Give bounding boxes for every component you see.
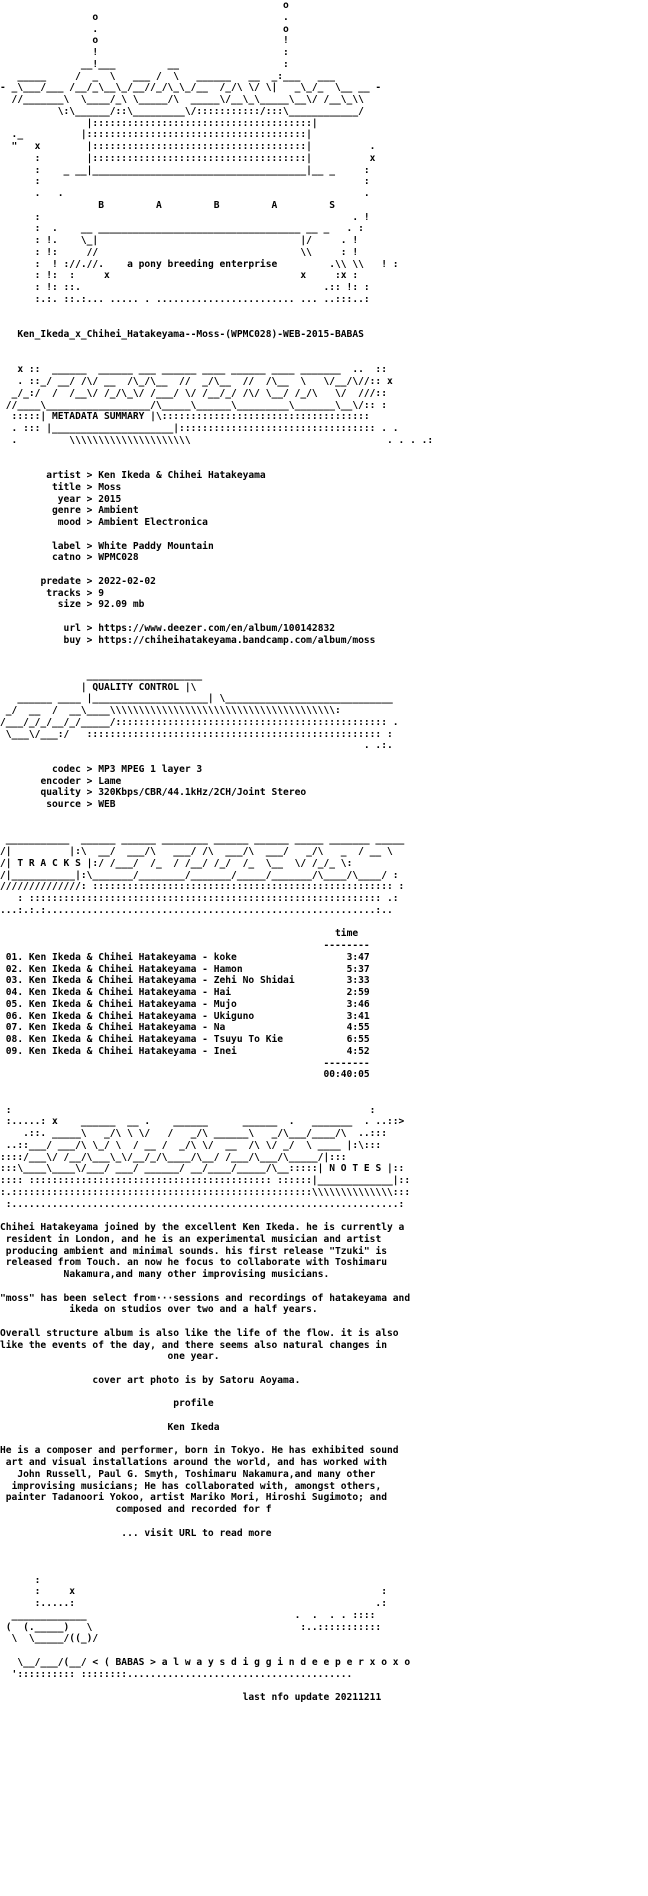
header-art-line: __!___ __ : bbox=[0, 58, 289, 70]
track-time: 3:41 bbox=[346, 1010, 370, 1022]
last-update bbox=[0, 1692, 648, 1704]
notes-line bbox=[0, 1469, 648, 1481]
tracks-banner-line: ___________ ______ ______ ________ ______ ______ _____ _______ _____ bbox=[0, 834, 405, 846]
notes-banner-line: :::: :::::::::::::::::::::::::::::::::::::::::: ::::::|_____________|:: bbox=[0, 1175, 411, 1186]
header-art-line: : !: ::. .:: !: : bbox=[0, 282, 370, 293]
metadata-key: artist bbox=[46, 470, 81, 481]
footer-tagline: \__/___/(__/ < ( BABAS > a l w a y s d i g g i n d e e p e r x o x o bbox=[0, 1656, 411, 1668]
track-time: 6:55 bbox=[346, 1034, 370, 1045]
notes-line bbox=[0, 1457, 648, 1469]
spacer bbox=[0, 1081, 648, 1093]
footer-art-line: \ \_____/((_)/ bbox=[0, 1633, 99, 1645]
notes-line bbox=[0, 1398, 648, 1410]
spacer bbox=[0, 564, 648, 576]
track-title: Mujo bbox=[213, 998, 237, 1010]
notes-text: composed and recorded for f bbox=[115, 1504, 272, 1515]
metadata-row: predate > 2022-02-02 bbox=[40, 575, 156, 587]
quality-key: codec bbox=[51, 763, 81, 775]
notes-line bbox=[0, 1434, 648, 1446]
track-number: 05. bbox=[5, 998, 24, 1010]
metadata-value: White Paddy Mountain bbox=[98, 540, 214, 552]
quality-row: quality > 320Kbps/CBR/44.1kHz/2CH/Joint Stereo bbox=[40, 787, 307, 799]
metadata-key: url bbox=[63, 622, 81, 634]
metadata-key: catno bbox=[51, 552, 81, 564]
notes-text: Overall structure album is also like the life of the flow. it is also bbox=[0, 1327, 399, 1339]
group-letters bbox=[0, 200, 648, 212]
track-artist: Ken Ikeda & Chihei Hatakeyama bbox=[28, 963, 197, 975]
quality-row: codec > MP3 MPEG 1 layer 3 bbox=[51, 763, 203, 775]
metadata-row: artist > Ken Ikeda & Chihei Hatakeyama bbox=[46, 470, 266, 481]
notes-banner-line: ::::/___\/ /__/\___\_\/__/_/\____/\__/ /___/\___/\_____/|::: bbox=[0, 1151, 347, 1163]
notes-line bbox=[0, 1504, 648, 1516]
notes-line bbox=[0, 1363, 648, 1375]
spacer bbox=[0, 353, 648, 365]
track-artist: Ken Ikeda & Chihei Hatakeyama bbox=[28, 951, 197, 963]
track-artist: Ken Ikeda & Chihei Hatakeyama bbox=[28, 1034, 197, 1045]
spacer bbox=[0, 1551, 648, 1563]
notes-text: profile bbox=[173, 1398, 214, 1410]
spacer bbox=[0, 458, 648, 470]
track-row: 09. Ken Ikeda & Chihei Hatakeyama - Inei 4:52 bbox=[5, 1045, 370, 1057]
tracks-total-text: 00:40:05 bbox=[323, 1069, 370, 1081]
metadata-key: mood bbox=[57, 517, 81, 528]
notes-text: improvising musicians; He has collaborated with, amongst others, bbox=[11, 1480, 382, 1492]
tracks-time-header-text: time bbox=[335, 928, 359, 940]
spacer bbox=[0, 1210, 648, 1222]
header-art-line: : !: : x x :x : bbox=[0, 270, 359, 282]
track-number: 06. bbox=[5, 1010, 24, 1022]
notes-text: producing ambient and minimal sounds. his first release "Tzuki" is bbox=[5, 1245, 387, 1257]
track-number: 01. bbox=[5, 951, 24, 963]
header-art-line: ! : bbox=[0, 47, 289, 58]
notes-line bbox=[0, 1481, 648, 1493]
spacer bbox=[0, 1680, 648, 1692]
metadata-banner-line: _/_:/ / /__\/ /_/\_\/ /___/ \/ /__/_/ /\/ \__/ /_/\ \/ ///:: bbox=[0, 387, 387, 399]
spacer bbox=[0, 1093, 648, 1105]
spacer bbox=[0, 917, 648, 929]
header-art-line: : . ! bbox=[0, 211, 370, 223]
track-number: 03. bbox=[5, 975, 24, 987]
track-row: 02. Ken Ikeda & Chihei Hatakeyama - Hamon 5:37 bbox=[5, 963, 370, 975]
spacer bbox=[0, 1539, 648, 1551]
notes-text: released from Touch. an now he focus to collaborate with Toshimaru bbox=[5, 1257, 387, 1269]
track-time: 4:52 bbox=[346, 1045, 370, 1057]
group-letters-text: B A B A S bbox=[98, 199, 336, 211]
track-time: 3:46 bbox=[346, 998, 370, 1010]
header-art-line: \:\______/::\_________\/:::::::::::/:::\____________/ bbox=[0, 105, 364, 117]
footer-art-line: : x : bbox=[0, 1586, 387, 1598]
track-row: 07. Ken Ikeda & Chihei Hatakeyama - Na 4:55 bbox=[5, 1022, 370, 1034]
spacer bbox=[0, 1645, 648, 1657]
metadata-key: label bbox=[51, 540, 81, 552]
metadata-value: Ambient Electronica bbox=[98, 517, 208, 528]
quality-banner-line: _/ __ / __\____\\\\\\\\\\\\\\\\\\\\\\\\\\\\\\\\\\\\\\\: bbox=[0, 705, 341, 716]
section-title-quality-text: QUALITY CONTROL bbox=[92, 681, 180, 693]
track-number: 07. bbox=[5, 1022, 24, 1034]
notes-text: Chihei Hatakeyama joined by the excellent Ken Ikeda. he is currently a bbox=[0, 1222, 405, 1233]
metadata-banner-line: . ::: |_____________________|:::::::::::::::::::::::::::::::::: . . bbox=[0, 423, 399, 434]
footer-art-line: :.....: .: bbox=[0, 1598, 387, 1609]
notes-line bbox=[0, 1528, 648, 1540]
header-art-line: o . bbox=[0, 11, 289, 23]
notes-text: ... visit URL to read more bbox=[121, 1527, 272, 1539]
tracks-rule: -------- bbox=[0, 1057, 370, 1069]
notes-line bbox=[0, 1316, 648, 1328]
metadata-row: label > White Paddy Mountain bbox=[51, 540, 214, 552]
header-art-line: : |:::::::::::::::::::::::::::::::::::::| x bbox=[0, 152, 376, 164]
tracks-banner-line: : ::::::::::::::::::::::::::::::::::::::::::::::::::::::::::::: .: bbox=[0, 893, 399, 904]
metadata-row: mood > Ambient Electronica bbox=[57, 517, 208, 528]
spacer bbox=[0, 823, 648, 835]
notes-banner-line: :.....: x ______ __ . ______ ______ . _______ . ..::> bbox=[0, 1116, 405, 1128]
track-artist: Ken Ikeda & Chihei Hatakeyama bbox=[28, 975, 197, 987]
metadata-row: title > Moss bbox=[51, 481, 122, 493]
notes-line bbox=[0, 1410, 648, 1422]
header-art-line: o ! bbox=[0, 35, 289, 47]
quality-banner-line: ____________________ bbox=[0, 669, 203, 681]
track-row: 03. Ken Ikeda & Chihei Hatakeyama - Zehi No Shidai 3:33 bbox=[5, 975, 370, 987]
notes-line bbox=[0, 1422, 648, 1434]
quality-value: MP3 MPEG 1 layer 3 bbox=[98, 763, 203, 775]
metadata-key: buy bbox=[63, 634, 81, 646]
track-title: koke bbox=[213, 951, 237, 963]
spacer bbox=[0, 752, 648, 764]
header-art-line: //_______\ \____/_\ \_____/\ _____\/__\_\_____\__\/ /__\_\\ bbox=[0, 94, 364, 105]
notes-text: art and visual installations around the world, and has worked with bbox=[5, 1457, 387, 1468]
notes-line bbox=[0, 1304, 648, 1316]
tracks-banner-line: ...:.:.:.........................................................:.. bbox=[0, 904, 393, 916]
track-row: 01. Ken Ikeda & Chihei Hatakeyama - koke 3:47 bbox=[5, 951, 370, 963]
section-title-metadata: :::::| METADATA SUMMARY |\:::::::::::::::::::::::::::::::::::: bbox=[0, 411, 370, 423]
tagline: : ! ://.//. a pony breeding enterprise .\\ \\ ! : bbox=[0, 258, 399, 270]
notes-text: one year. bbox=[167, 1351, 220, 1363]
release-name: Ken_Ikeda_x_Chihei_Hatakeyama--Moss-(WPMC028)-WEB-2015-BABAS bbox=[0, 329, 364, 340]
metadata-row: catno > WPMC028 bbox=[51, 552, 139, 564]
metadata-row: url > https://www.deezer.com/en/album/100142832 bbox=[63, 622, 336, 634]
track-title: Tsuyu To Kie bbox=[213, 1034, 284, 1045]
spacer bbox=[0, 447, 648, 459]
notes-line bbox=[0, 1387, 648, 1399]
track-artist: Ken Ikeda & Chihei Hatakeyama bbox=[28, 998, 197, 1010]
track-number: 09. bbox=[5, 1045, 24, 1057]
notes-text: ikeda on studios over two and a half years. bbox=[69, 1304, 318, 1316]
footer-art-line: : bbox=[0, 1574, 41, 1586]
quality-banner-line: ______ ____ |____________________| \_____________________________ bbox=[0, 693, 393, 705]
header-art-line: : _ __|_____________________________________|__ _ : bbox=[0, 164, 370, 176]
footer-art-line: ':::::::::: ::::::::....................................... bbox=[0, 1668, 353, 1680]
notes-text: He is a composer and performer, born in Tokyo. He has exhibited sound bbox=[0, 1445, 399, 1457]
spacer bbox=[0, 529, 648, 541]
notes-line bbox=[0, 1351, 648, 1363]
track-artist: Ken Ikeda & Chihei Hatakeyama bbox=[28, 1045, 197, 1057]
header-art-line: : : bbox=[0, 176, 370, 188]
header-art-line: - _\___/___ /__/_\__\_/__//_/\_\_/__ /_/\ \/ \| _\_/_ \__ __ - bbox=[0, 82, 382, 94]
track-number: 08. bbox=[5, 1034, 24, 1045]
header-art-line: " x |:::::::::::::::::::::::::::::::::::::| . bbox=[0, 141, 376, 152]
metadata-banner-line: //____\__________________/\_____\______\_________\_______\__\/:: : bbox=[0, 399, 387, 411]
notes-line bbox=[0, 1257, 648, 1269]
notes-text: cover art photo is by Satoru Aoyama. bbox=[92, 1374, 301, 1386]
track-title: Inei bbox=[213, 1045, 237, 1057]
header-art-line: _____ / _ \ ___ / \ ______ __ _:___ ___ bbox=[0, 70, 336, 82]
track-time: 3:33 bbox=[346, 975, 370, 987]
tracks-banner-line: //////////////: :::::::::::::::::::::::::::::::::::::::::::::::::::: : bbox=[0, 881, 405, 893]
metadata-row: buy > https://chiheihatakeyama.bandcamp.com/album/moss bbox=[63, 634, 376, 646]
footer-tagline-text: < ( BABAS > a l w a y s d i g g i n d e e p e r x o x o bbox=[92, 1656, 411, 1668]
notes-text: Ken Ikeda bbox=[167, 1421, 220, 1433]
notes-text: like the events of the day, and there seems also natural changes in bbox=[0, 1339, 387, 1351]
spacer bbox=[0, 811, 648, 823]
metadata-value[interactable]: https://chiheihatakeyama.bandcamp.com/album/moss bbox=[98, 634, 376, 646]
spacer bbox=[0, 341, 648, 353]
metadata-value: WPMC028 bbox=[98, 552, 139, 564]
notes-line bbox=[0, 1445, 648, 1457]
metadata-key: tracks bbox=[46, 587, 81, 599]
section-title-metadata-text: METADATA SUMMARY bbox=[51, 411, 145, 423]
header-art-line: :.:. ::.:... ..... . ........................ ... ..:::..: bbox=[0, 293, 370, 305]
section-title-notes-text: N O T E S bbox=[329, 1163, 382, 1175]
tracks-total bbox=[0, 1069, 648, 1081]
spacer bbox=[0, 611, 648, 623]
track-title: Na bbox=[213, 1022, 226, 1034]
track-row: 05. Ken Ikeda & Chihei Hatakeyama - Mujo 3:46 bbox=[5, 998, 370, 1010]
track-row: 06. Ken Ikeda & Chihei Hatakeyama - Ukiguno 3:41 bbox=[5, 1010, 370, 1022]
tracks-banner-line: /|___________|:\_______/________/_______/_____/_______/\____/\____/ : bbox=[0, 869, 399, 881]
notes-text: John Russell, Paul G. Smyth, Toshimaru Nakamura,and many other bbox=[17, 1468, 376, 1480]
header-art-line: . . . bbox=[0, 188, 370, 199]
notes-banner-line: :.::::::::::::::::::::::::::::::::::::::::::::::::::::\\\\\\\\\\\\\\::: bbox=[0, 1186, 411, 1198]
quality-value: WEB bbox=[98, 799, 116, 810]
notes-line bbox=[0, 1222, 648, 1234]
notes-line bbox=[0, 1516, 648, 1528]
track-title: Hai bbox=[213, 987, 232, 998]
track-title: Hamon bbox=[213, 963, 243, 975]
last-update-text: last nfo update 20211211 bbox=[242, 1692, 382, 1703]
quality-row: source > WEB bbox=[46, 799, 116, 810]
track-artist: Ken Ikeda & Chihei Hatakeyama bbox=[28, 987, 197, 998]
track-time: 4:55 bbox=[346, 1022, 370, 1034]
track-artist: Ken Ikeda & Chihei Hatakeyama bbox=[28, 1022, 197, 1034]
tagline-text: a pony breeding enterprise bbox=[127, 258, 278, 270]
quality-value: Lame bbox=[98, 775, 122, 787]
track-time: 5:37 bbox=[346, 963, 370, 975]
notes-line bbox=[0, 1269, 648, 1281]
notes-banner-line: :...................................................................: bbox=[0, 1198, 405, 1210]
notes-banner-line: ..::___/ ___/\ \_/ \ / __ / _/\ \/ __ /\ \/ _/ \ ____ |:\::: bbox=[0, 1139, 382, 1151]
spacer bbox=[0, 658, 648, 670]
header-art-line: . o bbox=[0, 23, 289, 35]
metadata-value: 9 bbox=[98, 587, 104, 599]
track-row: 04. Ken Ikeda & Chihei Hatakeyama - Hai 2:59 bbox=[5, 987, 370, 998]
spacer bbox=[0, 306, 648, 318]
header-art-line: ._ |::::::::::::::::::::::::::::::::::::::| bbox=[0, 129, 312, 141]
metadata-banner-line: . ::_/ __/ /\/ __ /\_/\__ // _/\__ // /\__ \ \/__/\//:: x bbox=[0, 376, 393, 387]
footer-art-line: _____________ . . . . :::: bbox=[0, 1609, 376, 1621]
notes-line bbox=[0, 1328, 648, 1340]
metadata-row: size > 92.09 mb bbox=[57, 599, 145, 611]
notes-text: Nakamura,and many other improvising musicians. bbox=[63, 1269, 330, 1280]
notes-line bbox=[0, 1340, 648, 1352]
header-art-line: : !: // \\ : ! bbox=[0, 246, 359, 258]
metadata-value[interactable]: https://www.deezer.com/en/album/100142832 bbox=[98, 622, 336, 634]
metadata-row: year > 2015 bbox=[57, 493, 122, 505]
section-title-tracks: /| T R A C K S |:/ /___/ /_ / /__/ /_/ /_ \__ \/ /_/_ \: bbox=[0, 857, 353, 869]
metadata-row: genre > Ambient bbox=[51, 505, 139, 517]
metadata-value: Moss bbox=[98, 481, 122, 493]
notes-line bbox=[0, 1234, 648, 1246]
quality-banner-line: . .:. bbox=[0, 740, 393, 752]
metadata-key: predate bbox=[40, 575, 81, 587]
notes-line bbox=[0, 1492, 648, 1504]
notes-banner-line: .::. _____\ _/\ \ \/ / _/\ ______\ _/\___/____/\ ..::: bbox=[0, 1128, 387, 1139]
metadata-row: tracks > 9 bbox=[46, 587, 104, 599]
track-artist: Ken Ikeda & Chihei Hatakeyama bbox=[28, 1010, 197, 1022]
metadata-key: genre bbox=[51, 505, 81, 517]
track-time: 3:47 bbox=[346, 951, 370, 963]
quality-row: encoder > Lame bbox=[40, 775, 122, 787]
metadata-banner-line: . \\\\\\\\\\\\\\\\\\\\\ . . . .: bbox=[0, 434, 434, 446]
notes-line bbox=[0, 1375, 648, 1387]
notes-text: "moss" has been select from···sessions and recordings of hatakeyama and bbox=[0, 1292, 411, 1304]
quality-banner-line: /___/_/_/__/_/_____/::::::::::::::::::::::::::::::::::::::::::::::: . bbox=[0, 716, 399, 728]
quality-key: quality bbox=[40, 787, 81, 799]
tracks-rule: -------- bbox=[0, 940, 370, 951]
track-number: 02. bbox=[5, 963, 24, 975]
notes-line bbox=[0, 1281, 648, 1293]
track-title: Zehi No Shidai bbox=[213, 975, 295, 987]
track-title: Ukiguno bbox=[213, 1010, 255, 1022]
section-title-quality: | QUALITY CONTROL |\ bbox=[0, 681, 197, 693]
section-title-tracks-text: T R A C K S bbox=[17, 857, 81, 869]
metadata-value: Ambient bbox=[98, 505, 139, 517]
track-number: 04. bbox=[5, 987, 24, 998]
header-art-line: : !. \_| |/ . ! bbox=[0, 235, 359, 246]
track-time: 2:59 bbox=[346, 987, 370, 998]
metadata-key: size bbox=[57, 599, 81, 611]
tracks-time-header bbox=[0, 928, 648, 940]
metadata-value: Ken Ikeda & Chihei Hatakeyama bbox=[98, 470, 266, 481]
quality-key: encoder bbox=[40, 775, 81, 787]
spacer bbox=[0, 646, 648, 658]
spacer bbox=[0, 317, 648, 329]
track-row: 08. Ken Ikeda & Chihei Hatakeyama - Tsuyu To Kie 6:55 bbox=[5, 1034, 370, 1045]
notes-line bbox=[0, 1246, 648, 1258]
metadata-key: title bbox=[51, 481, 81, 493]
metadata-banner-line: x :: ______ ______ ___ ______ ____ ______ ____ _______ .. :: bbox=[0, 364, 387, 376]
section-title-notes: :::\____\____\/___/ ___/ ______/ __/____/_____/\__:::::| N O T E S |:: bbox=[0, 1163, 405, 1175]
spacer bbox=[0, 1563, 648, 1575]
notes-line bbox=[0, 1293, 648, 1305]
metadata-value: 2015 bbox=[98, 493, 122, 505]
quality-key: source bbox=[46, 799, 81, 810]
metadata-value: 92.09 mb bbox=[98, 599, 145, 611]
footer-art-line: ( (._____) \ :..::::::::::: bbox=[0, 1621, 382, 1633]
header-art-line: |::::::::::::::::::::::::::::::::::::::| bbox=[0, 117, 318, 129]
notes-text: resident in London, and he is an experimental musician and artist bbox=[5, 1233, 382, 1245]
quality-value: 320Kbps/CBR/44.1kHz/2CH/Joint Stereo bbox=[98, 787, 307, 799]
notes-banner-line: : : bbox=[0, 1104, 376, 1116]
header-art-line: : . __ ___________________________________ __ _ . : bbox=[0, 223, 364, 235]
metadata-key: year bbox=[57, 493, 81, 505]
tracks-banner-line: /| |:\ __/ ___/\ ___/ /\ ___/\ ___/ _/\ _ / __ \ bbox=[0, 846, 393, 857]
notes-text: painter Tadanoori Yokoo, artist Mariko Mori, Hiroshi Sugimoto; and bbox=[5, 1492, 387, 1504]
quality-banner-line: \___\/___:/ ::::::::::::::::::::::::::::::::::::::::::::::::::: : bbox=[0, 728, 393, 740]
metadata-value: 2022-02-02 bbox=[98, 575, 156, 587]
header-art-line: o bbox=[0, 0, 289, 11]
